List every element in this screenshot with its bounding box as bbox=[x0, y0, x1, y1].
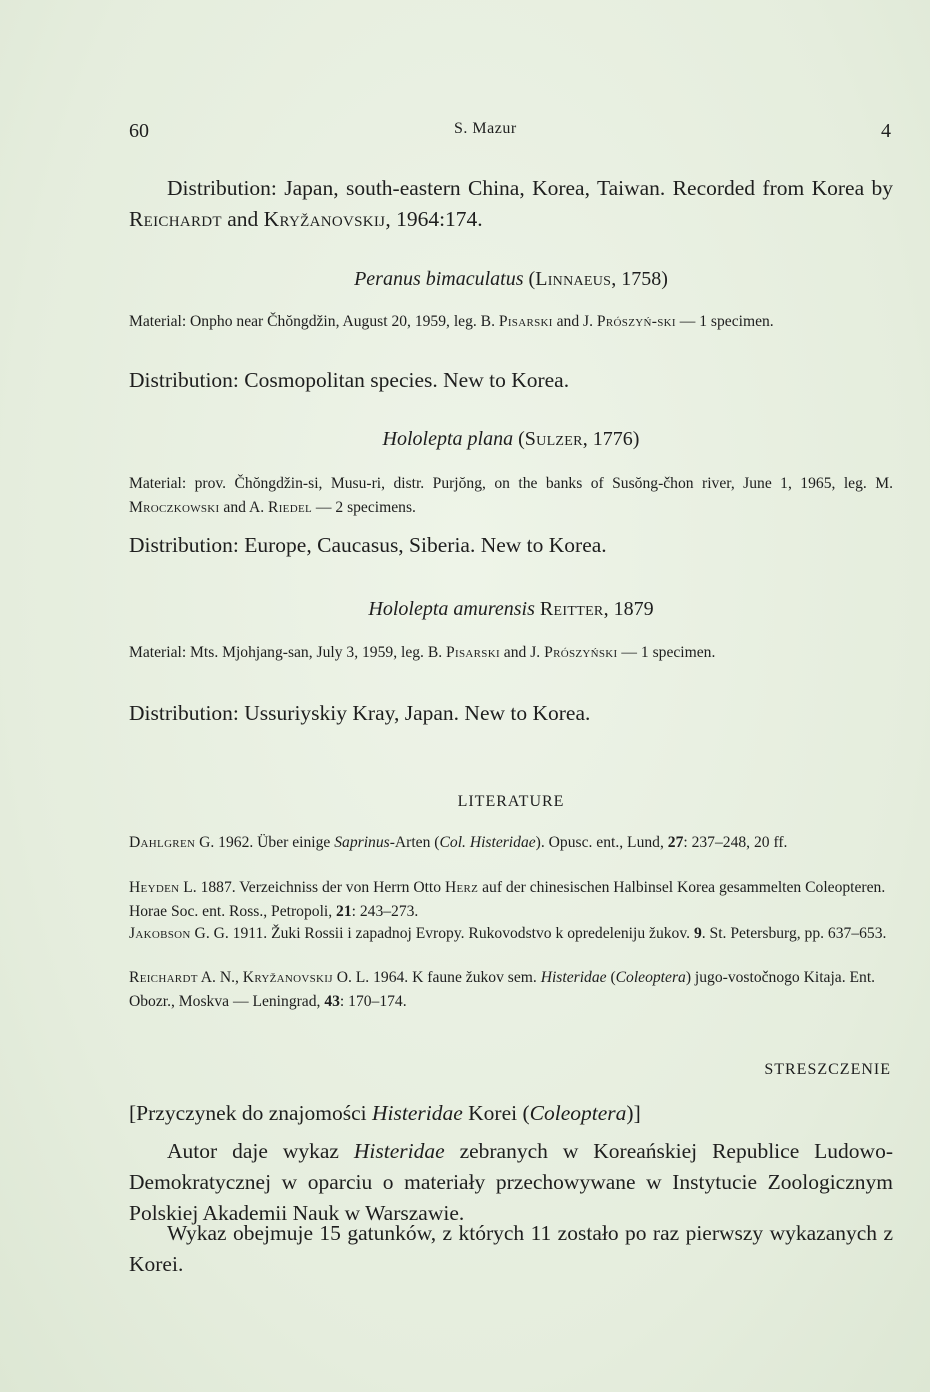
species-heading: Peranus bimaculatus (Linnaeus, 1758) bbox=[354, 268, 668, 290]
species-material: Material: Mts. Mjohjang-san, July 3, 1959, leg. B. Pisarski and J. Prószyński — 1 specimen. bbox=[129, 644, 716, 661]
reference-item: Reichardt A. N., Kryžanovskij O. L. 1964. K faune žukov sem. Histeridae (Coleoptera) jugo-vostočnogo Kitaja. Ent. Obozr., Moskva — Leningrad, 43: 170–174. bbox=[129, 969, 876, 1010]
species-distribution: Distribution: Ussuriyskiy Kray, Japan. New to Korea. bbox=[129, 701, 591, 725]
species-distribution: Distribution: Europe, Caucasus, Siberia. New to Korea. bbox=[129, 533, 607, 557]
reference-item: Jakobson G. G. 1911. Žuki Rossii i zapadnoj Evropy. Rukovodstvo k opredeleniju žukov. 9. St. Petersburg, pp. 637–653. bbox=[129, 925, 887, 942]
intro-distribution: Distribution: Japan, south-eastern China, Korea, Taiwan. Recorded from Korea by Reichardt and Kryžanovskij, 1964:174. bbox=[129, 176, 893, 231]
summary-paragraph: Autor daje wykaz Histeridae zebranych w Koreańskiej Republice Ludowo-Demokratycznej w oparciu o materiały przechowywane w Instytucie Zoologicznym Polskiej Akademii Nauk w Warszawie. bbox=[129, 1139, 893, 1225]
species-material: Material: Onpho near Čhŏngdžin, August 20, 1959, leg. B. Pisarski and J. Prószyń-ski — 1 specimen. bbox=[129, 313, 774, 330]
page-number: 60 bbox=[129, 120, 149, 142]
summary-paragraph: Wykaz obejmuje 15 gatunków, z których 11 zostało po raz pierwszy wykazanych z Korei. bbox=[129, 1221, 893, 1276]
species-heading: Hololepta plana (Sulzer, 1776) bbox=[382, 428, 640, 450]
species-material: Material: prov. Čhŏngdžin-si, Musu-ri, distr. Purjŏng, on the banks of Susŏng-čhon river, June 1, 1965, leg. M. Mroczkowski and A. Riedel — 2 specimens. bbox=[129, 475, 893, 516]
summary-subtitle: [Przyczynek do znajomości Histeridae Korei (Coleoptera)] bbox=[129, 1101, 641, 1125]
summary-title: STRESZCZENIE bbox=[764, 1061, 891, 1078]
section-number: 4 bbox=[881, 120, 891, 142]
running-header bbox=[129, 120, 893, 146]
species-heading: Hololepta amurensis Reitter, 1879 bbox=[368, 598, 654, 620]
literature-title: LITERATURE bbox=[457, 793, 565, 810]
reference-item: Heyden L. 1887. Verzeichniss der von Herrn Otto Herz auf der chinesischen Halbinsel Korea gesammelten Coleopteren. Horae Soc. ent. Ross., Petropoli, 21: 243–273. bbox=[129, 879, 886, 920]
running-author: S. Mazur bbox=[454, 120, 517, 137]
species-distribution: Distribution: Cosmopolitan species. New to Korea. bbox=[129, 368, 570, 392]
reference-item: Dahlgren G. 1962. Über einige Saprinus-Arten (Col. Histeridae). Opusc. ent., Lund, 27: 237–248, 20 ff. bbox=[129, 834, 788, 851]
